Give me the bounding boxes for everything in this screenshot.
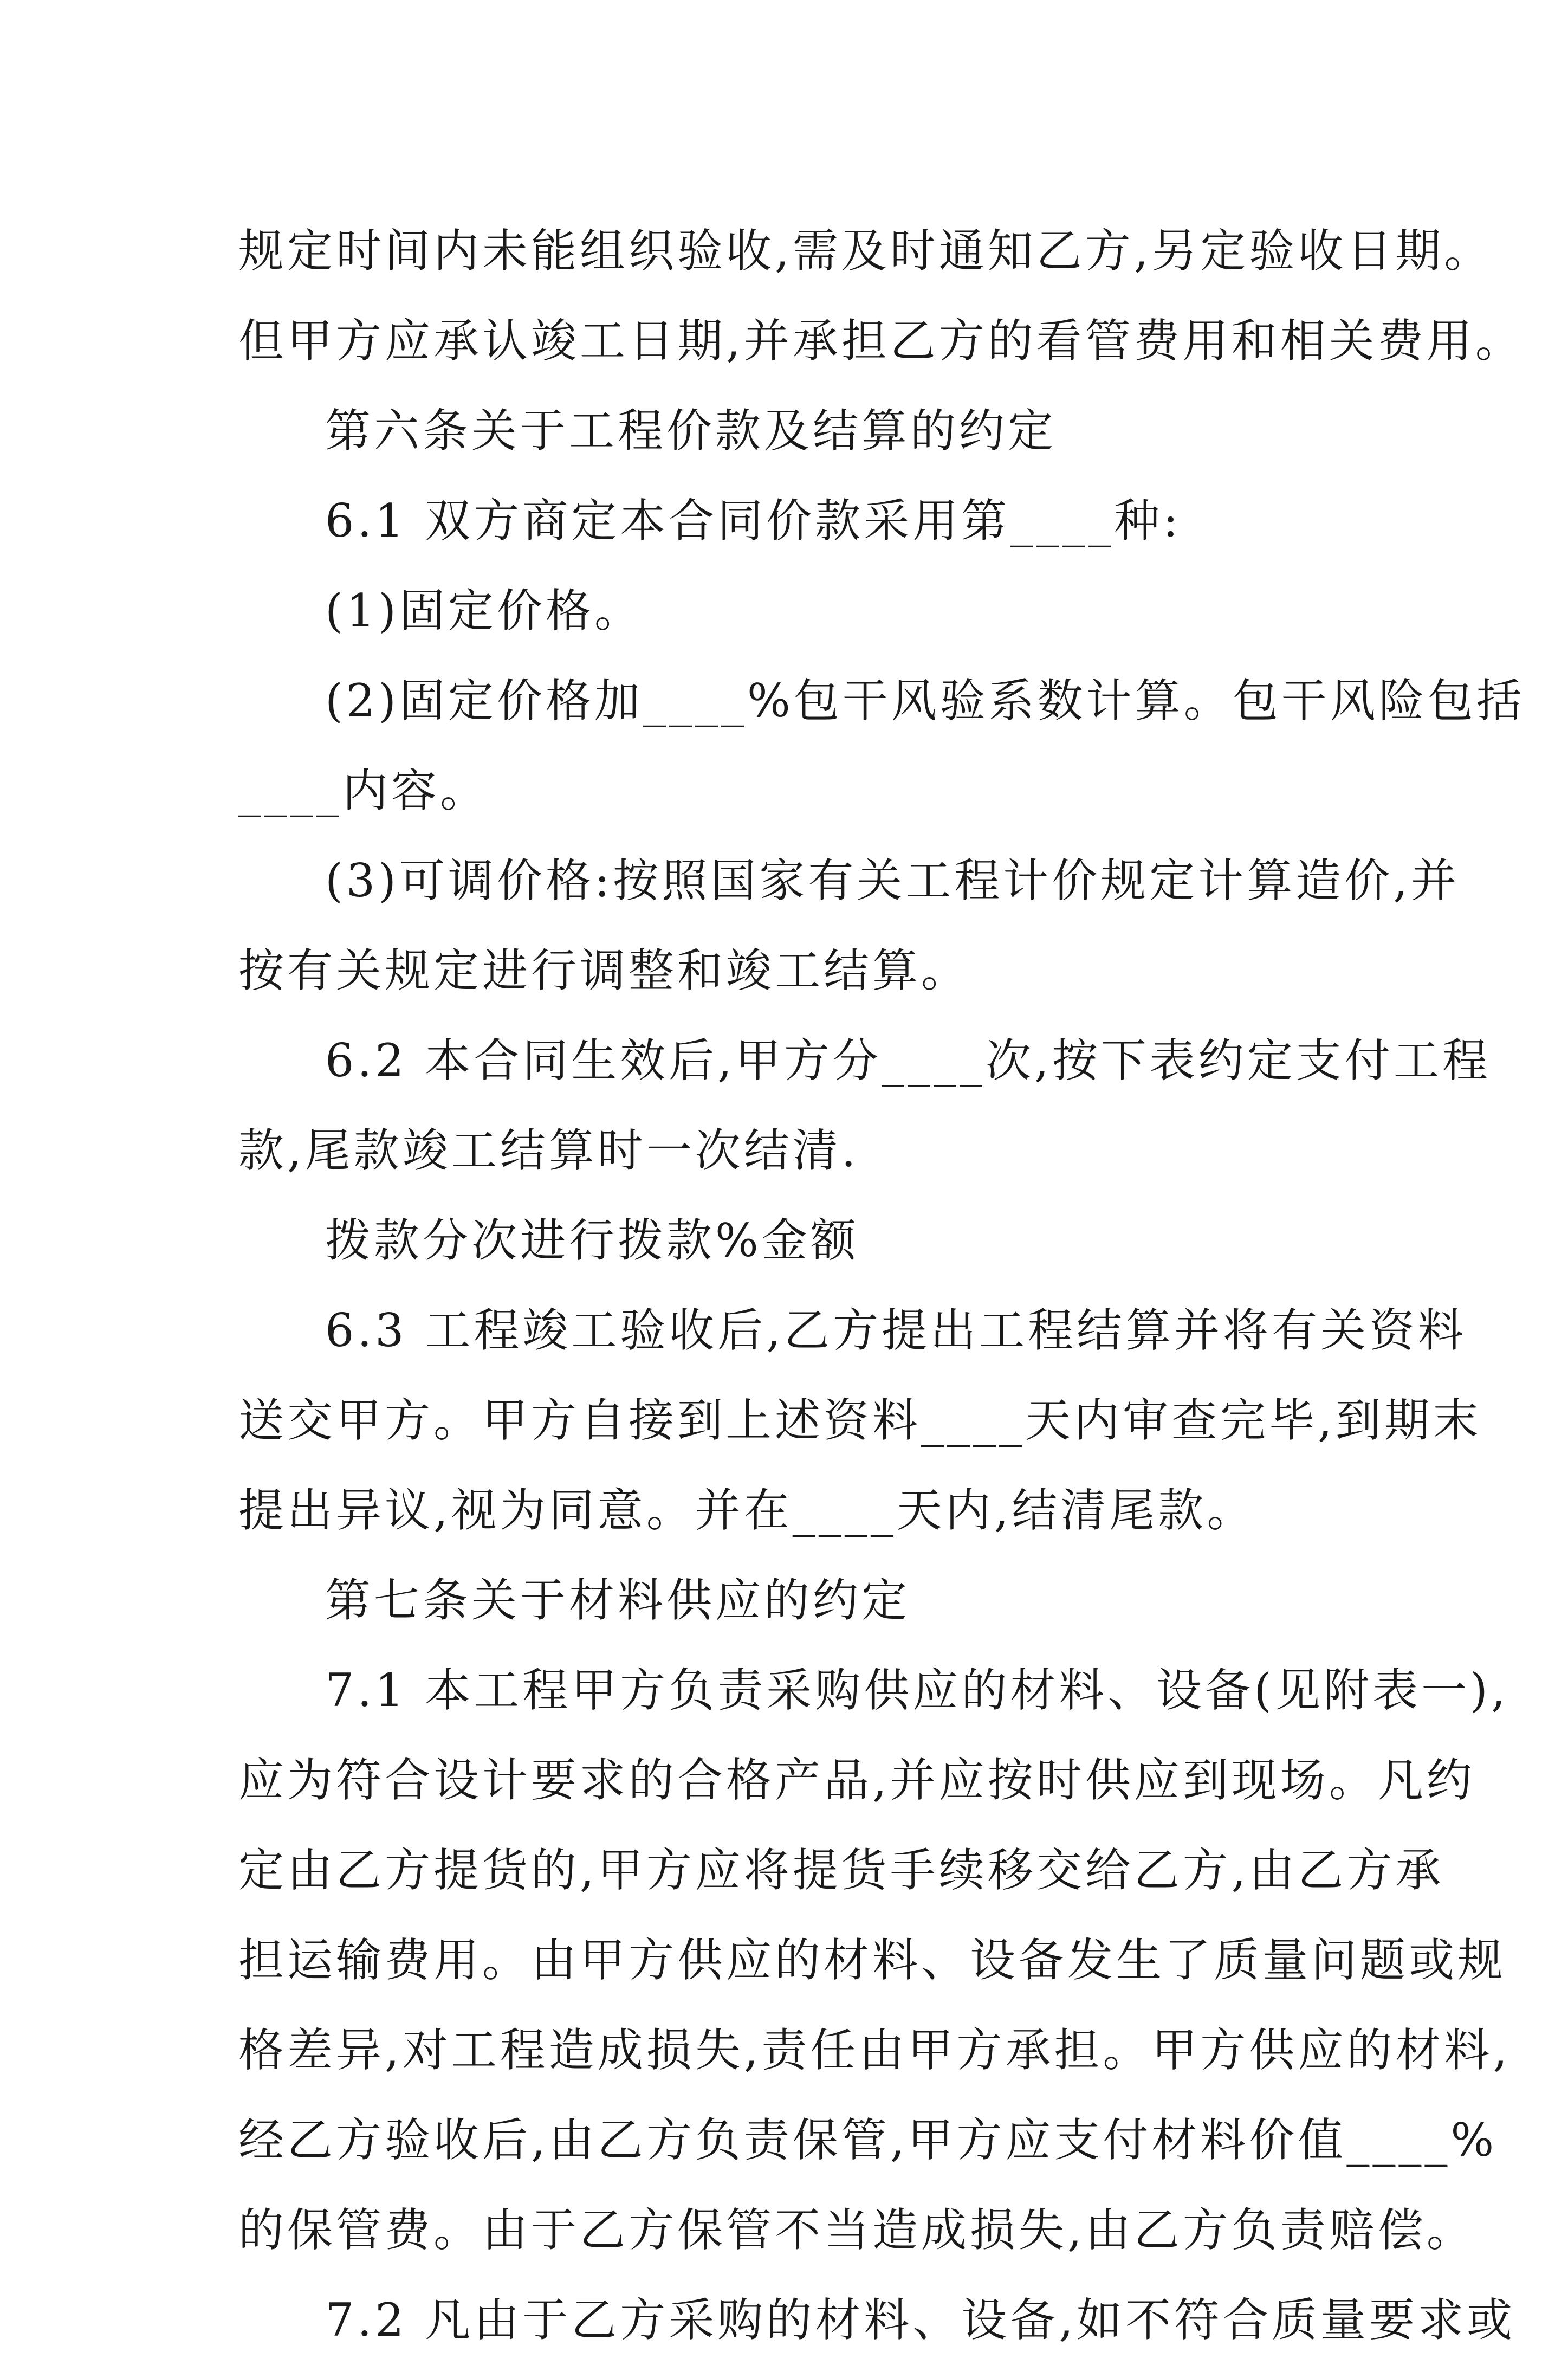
text-line: (3)可调价格:按照国家有关工程计价规定计算造价,并 [325,854,1460,907]
text-line: 7.1 本工程甲方负责采购供应的材料、设备(见附表一), [325,1664,1509,1717]
text-line: 7.2 凡由于乙方采购的材料、设备,如不符合质量要求或 [325,2293,1515,2347]
text-line: 6.2 本合同生效后,甲方分____次,按下表约定支付工程 [325,1034,1491,1087]
text-line: 的保管费。由于乙方保管不当造成损失,由乙方负责赔偿。 [238,2204,1475,2257]
text-line: 第六条关于工程价款及结算的约定 [325,404,1057,457]
document-body [238,206,1525,2365]
text-line: 定由乙方提货的,甲方应将提货手续移交给乙方,由乙方承 [238,1844,1444,1897]
text-line: 6.3 工程竣工验收后,乙方提出工程结算并将有关资料 [325,1304,1467,1357]
text-line: 款,尾款竣工结算时一次结清. [238,1124,859,1177]
text-line: ____内容。 [238,764,489,817]
text-line: 第七条关于材料供应的约定 [325,1574,911,1627]
text-line: (2)固定价格加____%包干风验系数计算。包干风险包括 [325,674,1525,727]
text-line: 担运输费用。由甲方供应的材料、设备发生了质量问题或规 [238,1934,1507,1987]
text-line: 提出异议,视为同意。并在____天内,结清尾款。 [238,1484,1256,1537]
text-line: 拨款分次进行拨款%金额 [325,1214,859,1267]
text-line: 应为符合设计要求的合格产品,并应按时供应到现场。凡约 [238,1754,1475,1807]
text-line: 格差异,对工程造成损失,责任由甲方承担。甲方供应的材料, [238,2024,1511,2077]
text-line: 但甲方应承认竣工日期,并承担乙方的看管费用和相关费用。 [238,314,1524,367]
text-line: 送交甲方。甲方自接到上述资料____天内审查完毕,到期末 [238,1394,1482,1447]
text-line: 规定时间内未能组织验收,需及时通知乙方,另定验收日期。 [238,224,1493,277]
text-line: 经乙方验收后,由乙方负责保管,甲方应支付材料价值____% [238,2114,1498,2167]
text-line: 按有关规定进行调整和竣工结算。 [238,944,970,997]
text-line: (1)固定价格。 [325,584,643,637]
text-line: 6.1 双方商定本合同价款采用第____种: [325,494,1182,547]
